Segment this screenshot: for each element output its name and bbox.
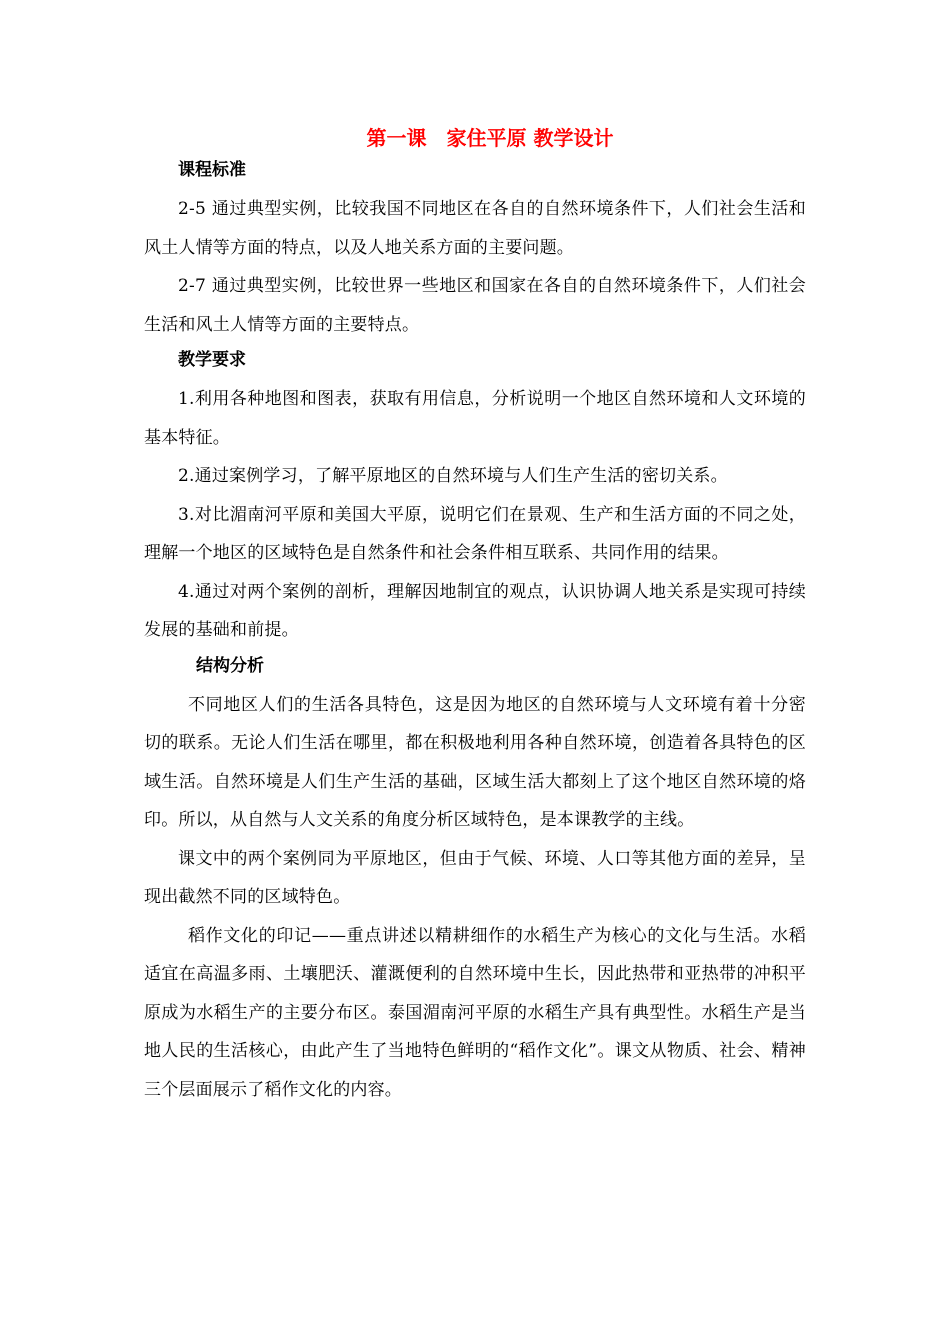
paragraph: 稻作文化的印记——重点讲述以精耕细作的水稻生产为核心的文化与生活。水稻适宜在高温多雨、土壤肥沃、灌溉便利的自然环境中生长，因此热带和亚热带的冲积平原成为水稻生产的主要分布区。泰国湄南河平原的水稻生产具有典型性。水稻生产是当地人民的生活核心，由此产生了当地特色鲜明的“稻作文化”。课文从物质、社会、精神三个层面展示了稻作文化的内容。	[144, 925, 806, 1100]
paragraph: 课文中的两个案例同为平原地区，但由于气候、环境、人口等其他方面的差异，呈现出截然不同的区域特色。	[144, 848, 806, 907]
section-heading-structure: 结构分析	[196, 655, 264, 676]
paragraph: 2.通过案例学习，了解平原地区的自然环境与人们生产生活的密切关系。	[178, 466, 728, 486]
paragraph: 不同地区人们的生活各具特色，这是因为地区的自然环境与人文环境有着十分密切的联系。无论人们生活在哪里，都在积极地利用各种自然环境，创造着各具特色的区域生活。自然环境是人们生产生活的基础，区域生活大都刻上了这个地区自然环境的烙印。所以，从自然与人文关系的角度分析区域特色，是本课教学的主线。	[144, 694, 806, 830]
section-heading-curriculum: 课程标准	[178, 160, 246, 180]
document-title: 第一课 家住平原 教学设计	[366, 126, 614, 150]
paragraph: 3.对比湄南河平原和美国大平原，说明它们在景观、生产和生活方面的不同之处，理解一个地区的区域特色是自然条件和社会条件相互联系、共同作用的结果。	[144, 504, 806, 563]
paragraph: 4.通过对两个案例的剖析，理解因地制宜的观点，认识协调人地关系是实现可持续发展的基础和前提。	[144, 581, 806, 640]
paragraph: 1.利用各种地图和图表，获取有用信息，分析说明一个地区自然环境和人文环境的基本特征。	[144, 389, 806, 448]
paragraph: 2-7 通过典型实例，比较世界一些地区和国家在各自的自然环境条件下，人们社会生活和风土人情等方面的主要特点。	[144, 276, 806, 335]
document-page	[144, 118, 806, 1109]
paragraph: 2-5 通过典型实例，比较我国不同地区在各自的自然环境条件下，人们社会生活和风土人情等方面的特点，以及人地关系方面的主要问题。	[144, 199, 806, 258]
section-heading-requirements: 教学要求	[178, 350, 246, 370]
